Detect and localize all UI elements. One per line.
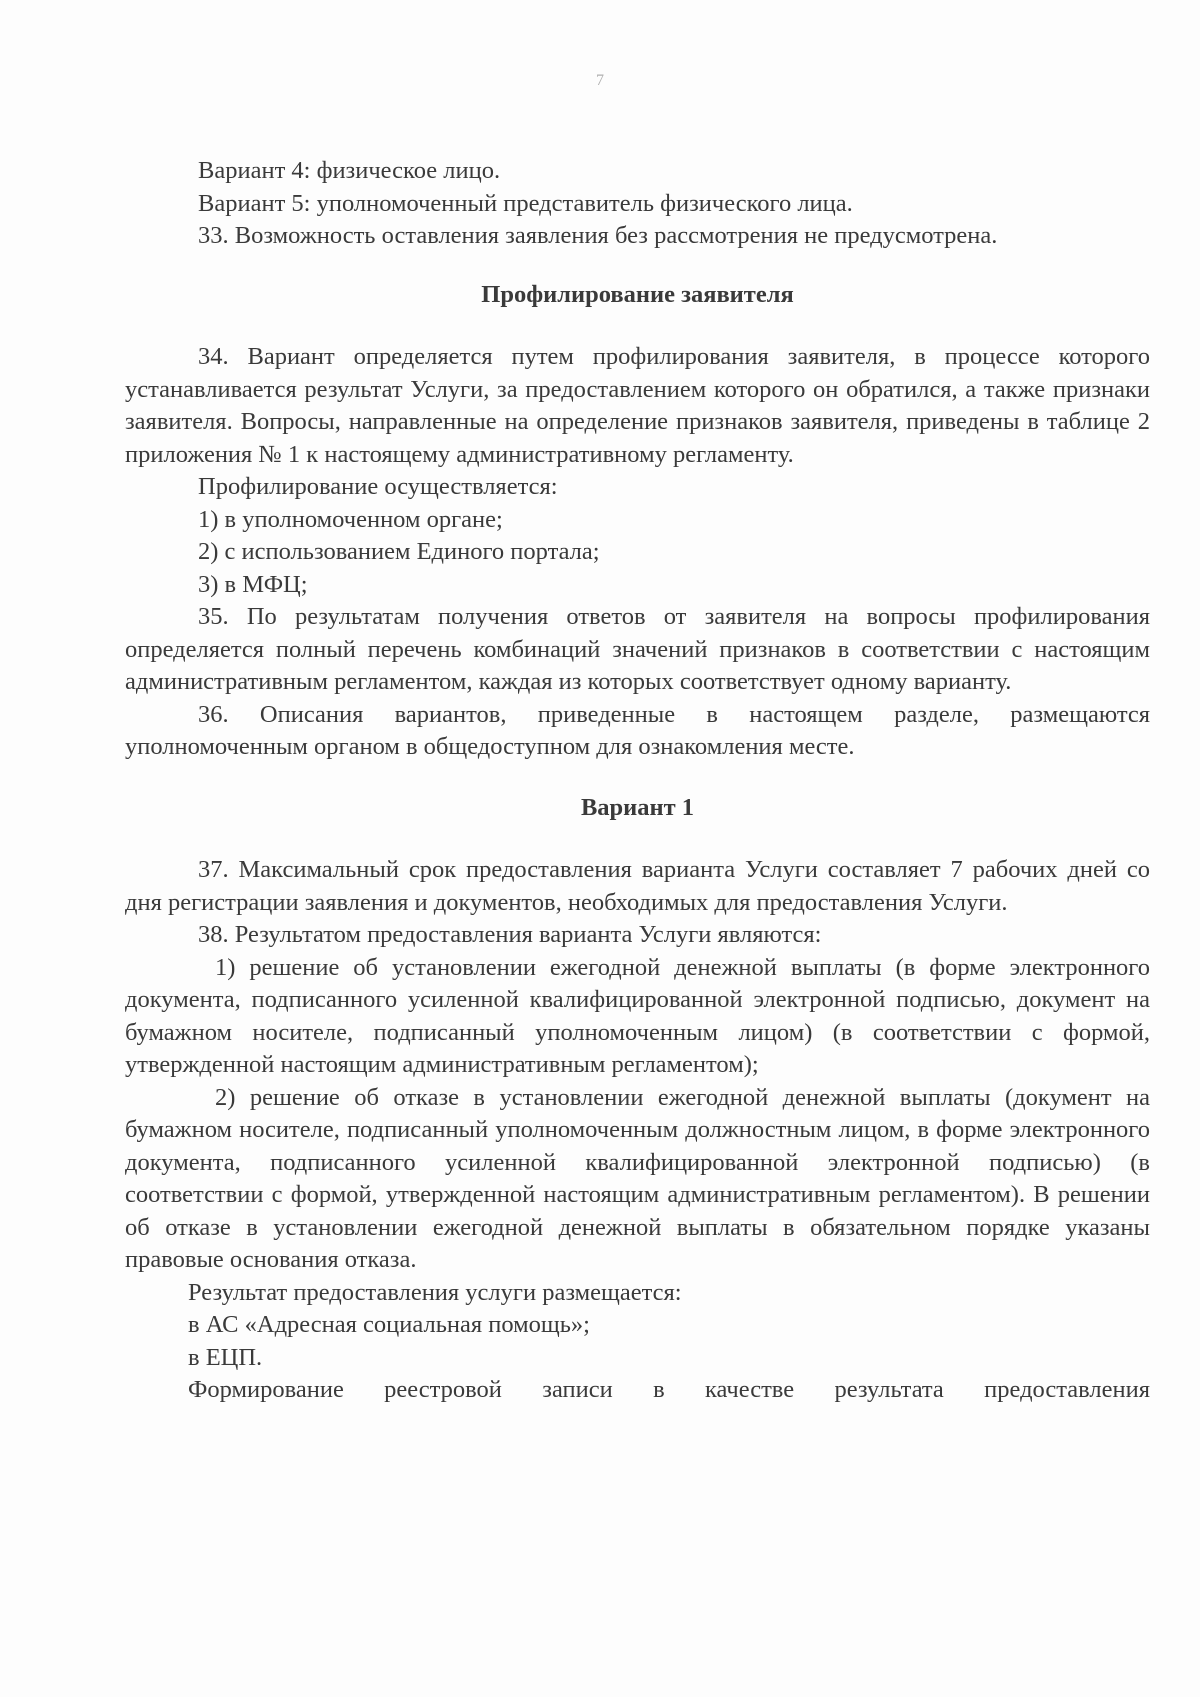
- paragraph-36: 36. Описания вариантов, приведенные в настоящем разделе, размещаются уполномоченным органом в общедоступном для ознакомления месте.: [125, 700, 1150, 760]
- paragraph-38-item-2: 2) решение об отказе в установлении ежегодной денежной выплаты (документ на бумажном носителе, подписанный уполномоченным должностным лицом, в форме электронного документа, подписанного усиленной квалифицированной электронной подписью) (в соответствии с формой, утвержденной настоящим административным регламентом). В решении об отказе в установлении ежегодной денежной выплаты в обязательном порядке указаны правовые основания отказа.: [125, 1083, 1150, 1273]
- paragraph-38: 38. Результатом предоставления варианта Услуги являются:: [198, 921, 822, 948]
- paragraph-34: 34. Вариант определяется путем профилирования заявителя, в процессе которого устанавливается результат Услуги, за предоставлением которого он обратился, а также признаки заявителя. Вопросы, направленные на определение признаков заявителя, приведены в таблице 2 приложения № 1 к настоящему административному регламенту.: [125, 343, 1150, 468]
- paragraph-38-item-1: 1) решение об установлении ежегодной денежной выплаты (в форме электронного документа, подписанного усиленной квалифицированной электронной подписью, документ на бумажном носителе, подписанный уполномоченным лицом) (в соответствии с формой, утвержденной настоящим административным регламентом);: [125, 953, 1150, 1078]
- result-intro: Результат предоставления услуги размещается:: [188, 1278, 682, 1306]
- result-item: в АС «Адресная социальная помощь»;: [188, 1311, 590, 1338]
- section-heading-profiling: Профилирование заявителя: [481, 280, 794, 308]
- document-body: [125, 155, 1150, 1407]
- profiling-intro: Профилирование осуществляется:: [198, 473, 558, 500]
- profiling-item: 1) в уполномоченном органе;: [198, 505, 503, 533]
- page-number: 7: [596, 72, 604, 89]
- variant-5-line: Вариант 5: уполномоченный представитель физического лица.: [198, 189, 853, 217]
- section-heading-variant-1: Вариант 1: [580, 793, 695, 821]
- paragraph-35: 35. По результатам получения ответов от заявителя на вопросы профилирования определяется полный перечень комбинаций значений признаков в соответствии с настоящим административным регламентом, каждая из которых соответствует одному варианту.: [125, 603, 1150, 695]
- paragraph-33: 33. Возможность оставления заявления без рассмотрения не предусмотрена.: [198, 222, 998, 249]
- result-item: в ЕЦП.: [188, 1343, 263, 1371]
- paragraph-registry-record: Формирование реестровой записи в качестве результата предоставления: [188, 1376, 1150, 1403]
- profiling-item: 2) с использованием Единого портала;: [198, 538, 600, 565]
- profiling-item: 3) в МФЦ;: [198, 570, 308, 598]
- paragraph-37: 37. Максимальный срок предоставления варианта Услуги составляет 7 рабочих дней со дня регистрации заявления и документов, необходимых для предоставления Услуги.: [125, 856, 1150, 916]
- variant-4-line: Вариант 4: физическое лицо.: [198, 157, 501, 184]
